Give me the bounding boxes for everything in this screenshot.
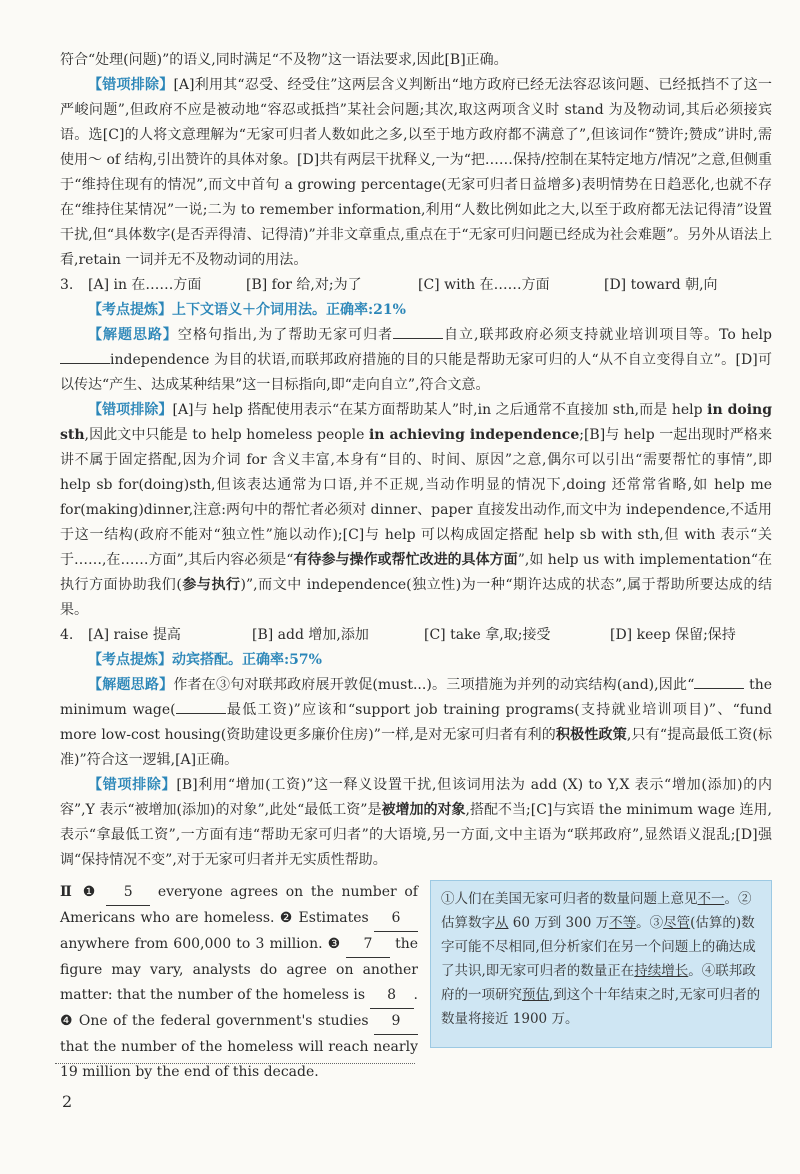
sentence-marker: ❸: [327, 936, 341, 952]
translation-key: 从: [495, 915, 509, 931]
paragraph-text: independence 为目的状语,而联邦政府措施的目的只能是帮助无家可归的人“从不自立变得自立”。[D]可以传达“产生、达成某种结果”这一目标指向,即“走向自立”,符合文意。: [60, 352, 772, 393]
section-roman: Ⅱ: [60, 884, 76, 900]
key-point-text: 上下文语义＋介词用法。正确率:21%: [172, 302, 406, 318]
wrong-options-paragraph: [60, 398, 772, 623]
section-tag: 【考点提炼】: [88, 302, 172, 318]
answer-blank-9: 9: [374, 1009, 418, 1035]
sentence-marker: ❶: [82, 884, 99, 900]
paragraph-text: ,只有“提高最低工资(标准)”符合这一逻辑,[A]正确。: [60, 727, 773, 768]
translation-text: 。④联邦政府的一项研究: [441, 963, 756, 1003]
divider: [55, 1063, 415, 1064]
translation-key: 预估: [522, 987, 549, 1003]
paragraph-text: 空格句指出,为了帮助无家可归者: [177, 327, 394, 343]
main-content: [60, 48, 772, 873]
paragraph-text: 自立,联邦政府必须支持就业培训项目等。To help: [443, 327, 772, 343]
translation-text: 。②估算数字: [441, 891, 752, 931]
translation-text: (估算的)数字可能不尽相同,但分析家们在另一个问题上的确达成了共识,即无家可归者的数量正在: [441, 915, 756, 979]
option-c: [C] take 拿,取;接受: [424, 627, 551, 643]
sentence-text: that the number of the homeless will reach nearly 19 million by the end of this decade.: [60, 1039, 418, 1080]
paragraph-text: ”,如 help us with implementation“在执行方面协助我们(: [60, 552, 772, 593]
option-d: [D] toward 朝,向: [604, 277, 718, 293]
section-tag: 【错项排除】: [88, 777, 177, 793]
answer-blank: [393, 324, 443, 339]
paragraph-text: 最低工资)”应该和“support job training programs(支持就业培训项目)”、“fund more low-cost housing(资助建设更多廉价住房)”一样,是对无家可归者有利的: [60, 702, 772, 743]
answer-blank: [176, 699, 226, 714]
question-number: 4.: [60, 627, 74, 643]
paragraph-text: the minimum wage(: [60, 677, 773, 718]
section-tag: 【考点提炼】: [88, 652, 172, 668]
question-options: [60, 273, 772, 298]
translation-key: 不等: [609, 915, 637, 931]
bold-phrase: in achieving independence: [368, 427, 580, 443]
question-options: [60, 623, 772, 648]
option-a: [A] raise 提高: [88, 627, 181, 643]
sentence-marker: ❹: [60, 1013, 74, 1029]
translation-key: 持续增长: [634, 963, 689, 979]
section-tag: 【解题思路】: [88, 677, 174, 693]
sentence-text: the figure may vary, analysts do agree on another matter: that the number of the homeless is: [60, 936, 419, 1003]
bold-phrase: 参与执行: [181, 577, 241, 593]
section-tag: 【错项排除】: [88, 402, 173, 418]
paragraph-text: [B]利用“增加(工资)”这一释义设置干扰,但该词用法为 add (X) to Y,X 表示“增加(添加)的内容”,Y 表示“被增加(添加)的对象”,此处“最低工资”是: [60, 777, 773, 818]
paragraph-text: ,搭配不当;[C]与宾语 the minimum wage 连用,表示“拿最低工资”,一方面有违“帮助无家可归者”的大语境,另一方面,文中主语为“联邦政府”,显然语义混乱;[D]强调“保持情况不变”,对于无家可归者并无实质性帮助。: [60, 802, 773, 868]
page-number: 2: [62, 1092, 73, 1111]
option-c: [C] with 在……方面: [418, 277, 550, 293]
translation-text: ①人们在美国无家可归者的数量问题上意见: [441, 891, 698, 907]
translation-key: 不一: [697, 891, 725, 907]
sentence-text: One of the federal government's studies: [78, 1013, 369, 1029]
paragraph-wrong-options: [60, 73, 772, 273]
key-point: [60, 648, 772, 673]
paragraph-text: [A]与 help 搭配使用表示“在某方面帮助某人”时,in 之后通常不直接加 sth,而是 help: [172, 402, 708, 418]
sentence-text: .: [413, 987, 418, 1003]
sentence-marker: ❷: [279, 910, 294, 926]
bold-phrase: 被增加的对象: [381, 802, 466, 818]
translation-text: 60 万到 300 万: [508, 915, 610, 931]
key-point: [60, 298, 772, 323]
paragraph-text: ;[B]与 help 一起出现时严格来讲不属于固定搭配,因为介词 for 含义丰富,本身有“目的、时间、原因”之意,偶尔可以引出“需要帮忙的事情”,即 help sb for(doing)sth,但该表达通常为口语,并不正规,当动作明显的情况下,doing 还常常省略,如 help me for(making)dinner,注意:两句中的帮忙者必须对 dinner、paper 直接发出动作,而文中为 independence,不适用于这一结构(政府不能对“独立性”施以动作);[C]与 help 可以构成固定搭配 help sb with sth,但 with 表示“关于……,在……方面”,其后内容必须是“: [60, 427, 772, 568]
answer-blank-6: 6: [374, 906, 418, 932]
option-b: [B] add 增加,添加: [252, 627, 369, 643]
paragraph-text: 作者在③句对联邦政府展开敦促(must...)。三项措施为并列的动宾结构(and),因此“: [173, 677, 695, 693]
solution-paragraph: [60, 323, 772, 398]
paragraph: 符合“处理(问题)”的语义,同时满足“不及物”这一语法要求,因此[B]正确。: [60, 52, 508, 68]
sentence-text: everyone agrees on the number of Americans who are homeless.: [60, 884, 418, 926]
translation-text: ,到这个十年结束之时,无家可归者的数量将接近 1900 万。: [441, 987, 761, 1027]
english-passage: [60, 880, 419, 1080]
answer-blank: [60, 349, 110, 364]
paragraph-text: ,因此文中只能是 to help homeless people: [84, 427, 369, 443]
paragraph-text: )”,而文中 independence(独立性)为一种“期许达成的状态”,属于帮助所要达成的结果。: [60, 577, 772, 618]
bold-phrase: 积极性政策: [555, 727, 627, 743]
chinese-translation-box: [430, 880, 772, 1048]
question-number: 3.: [60, 277, 74, 293]
translation-text: 。③: [636, 915, 664, 931]
answer-blank-5: 5: [106, 880, 150, 906]
option-d: [D] keep 保留;保持: [610, 627, 736, 643]
section-tag: 【解题思路】: [88, 327, 178, 343]
answer-blank-7: 7: [346, 932, 390, 958]
wrong-options-paragraph: [60, 773, 772, 873]
answer-blank: [694, 674, 744, 689]
bold-phrase: in doing sth: [60, 402, 772, 443]
passage-section: [60, 880, 772, 1080]
bold-phrase: 有待参与操作或帮忙改进的具体方面: [293, 552, 518, 568]
section-tag: 【错项排除】: [88, 77, 174, 93]
paragraph-text: [A]利用其“忍受、经受住”这两层含义判断出“地方政府已经无法容忍该问题、已经抵挡不了这一严峻问题”,但政府不应是被动地“容忍或抵挡”某社会问题;其次,取这两项含义时 stand 为及物动词,其后必须接宾语。选[C]的人将文意理解为“无家可归者人数如此之多,以至于地方政府都不满意了”,但该词作“赞许;赞成”讲时,需使用～ of 结构,引出赞许的具体对象。[D]共有两层干扰释义,一为“把……保持/控制在某特定地方/情况”之意,但侧重于“维持住现有的情况”,而文中首句 a growing percentage(无家可归者日益增多)表明情势在日趋恶化,也就不存在“维持住某情况”一说;二为 to remember information,利用“人数比例如此之大,以至于政府都无法记得清”设置干扰,但“具体数字(是否弄得清、记得清)”并非文章重点,重点在于“无家可归问题已经成为社会难题”。另外从语法上看,retain 一词并无不及物动词的用法。: [60, 77, 772, 268]
answer-blank-8: 8: [370, 983, 414, 1009]
translation-key: 尽管: [663, 915, 691, 931]
key-point-text: 动宾搭配。正确率:57%: [172, 652, 322, 668]
sentence-text: Estimates: [298, 910, 369, 926]
option-a: [A] in 在……方面: [88, 277, 202, 293]
option-b: [B] for 给,对;为了: [246, 277, 362, 293]
sentence-text: anywhere from 600,000 to 3 million.: [60, 936, 323, 952]
solution-paragraph: [60, 673, 772, 773]
